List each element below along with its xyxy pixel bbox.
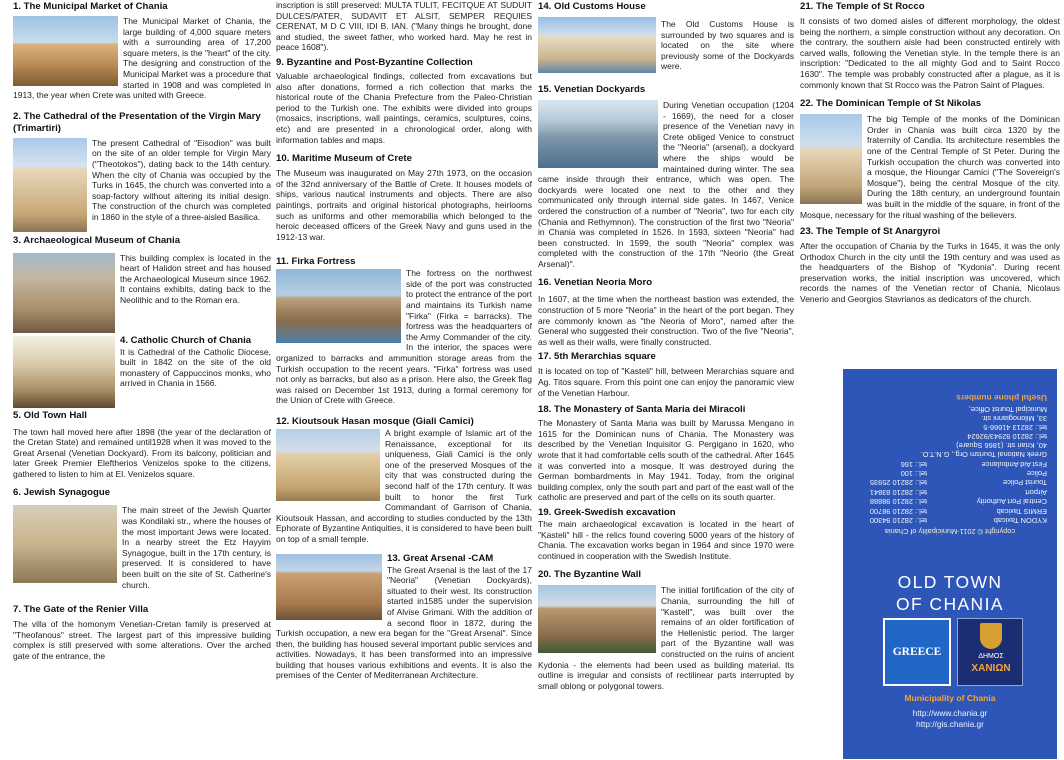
arsenal-photo (276, 554, 382, 620)
section-archaeological-museum (13, 235, 271, 306)
phone-row: Central Port Authority tel.: 28210 98888 (869, 497, 1047, 507)
section-title: 17. 5th Merarchias square (538, 351, 656, 363)
section-title: 7. The Gate of the Renier Villa (13, 604, 149, 616)
useful-phone-numbers-block (843, 369, 1057, 544)
section-body: The Museum was inaugurated on May 27th 1973, on the occasion of the 32nd anniversary of the Battle of Crete. It houses models of ships, various nautical instruments and objects. There are also paintings, portraits and original historical photographs, heirlooms such as uniforms and other memorabilia which belonged to the heroic deceased officers of the Greek Navy and guns used in the 1912-13 war. (276, 168, 532, 242)
section-title: 21. The Temple of St Rocco (800, 1, 925, 12)
column-3 (538, 0, 794, 760)
section-body: This building complex is located in the heart of Halidon street and has housed the Archaeological Museum since 1962. It contains exhibits, dating back to the Neolithic and to the Roman era. (120, 252, 271, 305)
phone-row: ERMIS Taxicab tel.: 28210 98700 (869, 506, 1047, 516)
section-title: 14. Old Customs House (538, 1, 646, 12)
section-title: 4. Catholic Church of Chania (120, 334, 252, 346)
section-title: 10. Maritime Museum of Crete (276, 153, 412, 165)
section-title: 18. The Monastery of Santa Maria dei Miracoli (538, 404, 746, 416)
section-title: 22. The Dominican Temple of St Nikolas (800, 98, 982, 110)
section-body: The Great Arsenal is the last of the 17 "Neoria" (Venetian Dockyards), situated to their west. Its construction started in1585 under the supervision of Alvise Grimani. With the addition of a second floor in 1872, during the Turkish occupation, a new era began for the "Great Arsenal". Since then, the building has housed several important public services and activities. Nowadays, it has been transformed into an impressive building that houses various exhibitions and events. It is also the premises of the Center of Mediterranean Architecture. (276, 564, 532, 681)
section-body: After the occupation of Chania by the Turks in 1645, it was the only Orthodox Church in the city until the 19th century and was used as the headquarters of the Bishop of "Kydonia". During recent preservation works, the initial inscription was uncovered, which records the names of the Venetian rector of Chania, Nicolaus Venerio and Georgios Stavrianos as dedicators of the church. (800, 241, 1060, 305)
section-body: The Municipal Market of Chania, the large building of 4,000 square meters with a surrounding area of 17,200 square meters, is the "heart" of the city. The designing and construction of the Municipal Market was a procedure that started in 1908 and was completed in 1913, the year when Crete was united with Greece. (13, 16, 271, 101)
section-body: In 1607, at the time when the northeast bastion was extended, the construction of 5 more "Neoria" in the heart of the port began. They are commonly known as "the Neoria of Moro", named after the General who suggested their construction. Two of the five "Neoria", as well as their walls, were finally constructed. (538, 294, 794, 347)
website-link[interactable]: http://www.chania.gr (912, 708, 988, 718)
section-title: 15. Venetian Dockyards (538, 83, 646, 95)
section-title: 12. Kioutsouk Hasan mosque (Giali Camici) (276, 416, 474, 427)
synagogue-photo (13, 505, 117, 583)
section-body: The main archaeological excavation is located in the heart of "Kasteli" hill - the relics found covering 5000 years of the history of Chania. The excavation works began in 1964 and since 1970 were continued in cooperation with the Swedish Institute. (538, 518, 794, 561)
customs-house-photo (538, 17, 656, 73)
section-title: 23. The Temple of St Anargyroi (800, 226, 941, 238)
section-st-nikolas (800, 98, 1060, 220)
section-title: 5. Old Town Hall (13, 409, 87, 421)
cover-panel (843, 369, 1057, 759)
crest-icon (980, 623, 1002, 649)
section-body: A bright example of Islamic art of the Renaissance, exceptional for its uniqueness, Giali Camici is the only one of the preserved Mosques of the city that was constructed during the second half of the 17th century. It was built to honor the first Turk Commandant of Garrison of Chania, Kioutsouk Hassan, and according to studies conducted by the 13th Ephorate of Byzantine Antiquities, it is considered to have been built on top of a small temple. (276, 428, 532, 544)
column-1 (13, 0, 271, 760)
municipality-logo: ΔΗΜΟΣ ΧΑΝΙΩΝ (957, 618, 1023, 686)
section-title: 20. The Byzantine Wall (538, 569, 642, 581)
cathedral-photo (13, 138, 87, 232)
section-venetian-dockyards (538, 84, 794, 270)
section-body: The villa of the homonym Venetian-Cretan family is preserved at "Theofanous" street. The largest part of this impressive building complex is still preserved with some alterations. Over the arched gate of the entrance, the (13, 619, 271, 661)
section-municipal-market (13, 1, 271, 101)
address-line: Greek National Tourism Org., G.N.T.O. (920, 450, 1047, 460)
section-st-anargyroi (800, 226, 1060, 305)
brochure-title (843, 571, 1057, 615)
section-cathedral (13, 111, 271, 223)
section-body: The big Temple of the monks of the Dominican Order in Chania was built circa 1320 by the fraternity of Candia. Its architecture resembles the one of the Central Temple of St Peter. During the Turkish occupation the church was converted into a mosque, the Hioungar Camici ("The Sovereign's Mosque"), being the central Mosque of the city. During the 18th century, an underground fountain was built in the middle of the square, in front of the Mosque, necessary for the ritual washing of the believers. (800, 114, 1060, 220)
section-body: During Venetian occupation (1204 - 1669), the need for a closer presence of the Venetian navy in Crete obliged Venice to construct the "Neoria" (arsenal), a dockyard where the ships would be maintained during winter. The sea came inside through their entrance, which was open. The dockyards were located one next to the other and they communicated only through internal side gates. In 1467, Venice ordered the construction of a number of "Neoria", two for each city (Chania and Rethymnon). The construction of the first two "Neoria" in Chania was completed in 1526. In 1593, sixteen "Neoria" had been constructed. In 1599, the south "Neoria" complex was completed with the construction of the 17th "Neorio (the Great Arsenal)". (538, 99, 794, 269)
market-photo (13, 16, 118, 86)
section-santa-maria (538, 404, 794, 503)
gis-link[interactable]: http://gis.chania.gr (916, 719, 984, 729)
address-line: 40, Kriari str. (1866 Square) (956, 441, 1047, 451)
byzantine-wall-photo (538, 585, 656, 653)
phone-row: First Aid Ambulance tel.: 166 (900, 459, 1047, 469)
section-title: 6. Jewish Synagogue (13, 487, 111, 499)
logos (883, 618, 1023, 686)
renier-inscription-continued: inscription is still preserved: MULTA TULIT, FECITQUE AT SUDUIT DULCES/PATER, SUDAVIT ET ALSIT, SEMPER REQUIES CERENAT, M D C VIII, IDI B. IAN. ("Many things he brought, done and studied, the sweet father, who worked hard. May he rest in peace 1608"). (276, 0, 532, 53)
section-body: It is Cathedral of the Catholic Diocese, built in 1842 on the site of the old monastery of Cappuccinos monks, who arrived in Chania in 1566. (120, 346, 271, 389)
address-line: tel.: 28210 92943/92624 (967, 432, 1047, 442)
section-body: The Old Customs House is surrounded by two squares and is located on the site where previously some of the Dockyards were. (661, 19, 794, 72)
section-kioutsouk-mosque (276, 416, 532, 545)
section-title: 9. Byzantine and Post-Byzantine Collection (276, 56, 473, 68)
greece-logo: GREECE (883, 618, 951, 686)
municipality-name: Municipality of Chania (904, 693, 996, 703)
section-title: 16. Venetian Neoria Moro (538, 277, 653, 289)
section-title: 13. Great Arsenal -CAM (387, 552, 494, 564)
section-title: 19. Greek-Swedish excavation (538, 506, 676, 518)
section-title: 2. The Cathedral of the Presentation of the Virgin Mary (Trimartiri) (13, 110, 261, 134)
section-body: The initial fortification of the city of Chania, surrounding the hill of "Kastell", was built over the remains of an older fortification of the Hellenistic period. The larger part of the Byzantine wall was constructed on the ruins of ancient Kydonia - the elements had been used as building material. Its outline is irregular and consists of rectilinear parts interrupted by small oblong or polygonal towers. (538, 585, 794, 691)
section-greek-swedish-excavation (538, 507, 794, 561)
section-maritime-museum (276, 153, 532, 242)
dockyards-photo (538, 100, 658, 168)
catholic-church-photo (13, 336, 115, 408)
section-old-customs-house (538, 1, 794, 72)
section-catholic-church (13, 335, 271, 389)
section-body: The Monastery of Santa Maria was built by Marussa Mengano in 1615 for the Dominican nuns of Chania. The Monastery was described by the Venetian Inquisitor G. Pergigano in 1620, who wrote that it had comfortable cells south of the cathedral. After 1645 it was converted into a mosque. It was destroyed during the German bombardments in May 1941. Today, from the original building complex, only the south part and part of the east wall of the catholic are preserved and part of the cells on its south quarter. (538, 418, 794, 503)
phone-numbers-heading: Useful phone numbers (956, 393, 1047, 404)
st-nikolas-photo (800, 114, 862, 204)
address-line: Municipal Tourist Office, (968, 405, 1047, 415)
section-body: The present Cathedral of "Eisodion" was built on the site of an older temple for Virgin Mary ("Theotokos"), dating back to the 14th century. When the city of Chania was occupied by the Turks in 1645, the church was converted into a soap-factory without altering its initial design. The construction of the church was completed in 1860 in the style of a three-aisled Basilica. (92, 137, 271, 222)
section-st-rocco (800, 1, 1060, 90)
section-merarchias-square (538, 351, 794, 398)
address-line: tel.: 28213 41666-5 (983, 423, 1047, 433)
section-neoria-moro (538, 277, 794, 347)
section-body: The town hall moved here after 1898 (the year of the declaration of the Cretan State) and remained until1928 when it was moved to the Great Arsenal (Venetian Dockyard). From its balcony, politician and later Greek Premier Eleftherios Venizelos spoke to the citizens, gathered to listen to him at El. Venizelos square. (13, 426, 271, 479)
fortress-photo (276, 269, 401, 343)
column-2 (276, 0, 532, 760)
section-title: 1. The Municipal Market of Chania (13, 1, 168, 12)
museum-photo (13, 253, 115, 333)
section-great-arsenal (276, 553, 532, 682)
phone-row: Police tel.: 100 (900, 468, 1047, 478)
title-line-2: OF CHANIA (896, 594, 1004, 614)
phone-row: Airport tel.: 28210 83841 (869, 487, 1047, 497)
section-body: Valuable archaeological findings, collected from excavations but also after donations, formed a rich collection that marks the historical route of the Chania Prefecture from the Paleo-Christian period to the Turkish one. The exhibits were divided into groups (mosaics, inscriptions, wall paintings, ceramics, sculptures, coins, etc) and are presented in a chronological order, along with information tables and maps. (276, 70, 532, 145)
section-jewish-synagogue (13, 487, 271, 590)
section-byzantine-wall (538, 569, 794, 691)
phone-row: Tourist Police tel.: 28210 25935 (869, 478, 1047, 488)
address-line: 33, Milonogianni str. (981, 414, 1047, 424)
section-title: 3. Archaeological Museum of Chania (13, 234, 181, 246)
section-body: The main street of the Jewish Quarter was Kondilaki str., where the houses of the most important Jews were located. In a nearby street the Etz Hayyim Synagogue, built in the 17th century, is preserved. It is considered to have been built on the site of St. Catherine's church. (122, 505, 271, 590)
section-body: The fortress on the northwest side of the port was constructed to protect the entrance of the port and maintains its Turkish name "Firka" (Firka = barracks). The fortress was the headquarters of the Army Commander of the city. In the interior, the spaces were organized to barracks and ammunition storage areas from the Turkish occupation to the recent years. "Firka" fortress was used not only as barracks, but also as a prison. Here also, the Greek flag was raised on December 1st 1913, during a formal ceremony for the Union of Crete with Greece. (276, 268, 532, 406)
section-body: It is located on top of "Kasteli" hill, between Merarchias square and Ag. Titos square. From this point one can enjoy the panoramic view of the Venetian Harbour. (538, 366, 794, 398)
section-body: It consists of two domed aisles of different morphology, the oldest being the northern, a simple construction without any decoration. On the contrary, the southern aisle had been constructed entirely with carved walls, following the Venetian style. In the temple there is an inscription: "Dedicated to the all mighty God and to Saint Rocco 1630". The temple was probably constructed after a plague, as it is commonly known that St Rocco was the Patron Saint of Plagues. (800, 16, 1060, 90)
section-firka-fortress (276, 256, 532, 406)
phone-row: KYDON Taxicab tel.: 28210 94300 (869, 516, 1047, 525)
section-old-town-hall (13, 410, 271, 480)
section-byzantine-collection (276, 57, 532, 145)
title-line-1: OLD TOWN (897, 572, 1003, 592)
section-renier-gate (13, 604, 271, 661)
mosque-photo (276, 429, 380, 501)
section-title: 11. Firka Fortress (276, 256, 356, 268)
copyright-text: copyright © 2011-Municipality of Chania (884, 527, 1016, 536)
